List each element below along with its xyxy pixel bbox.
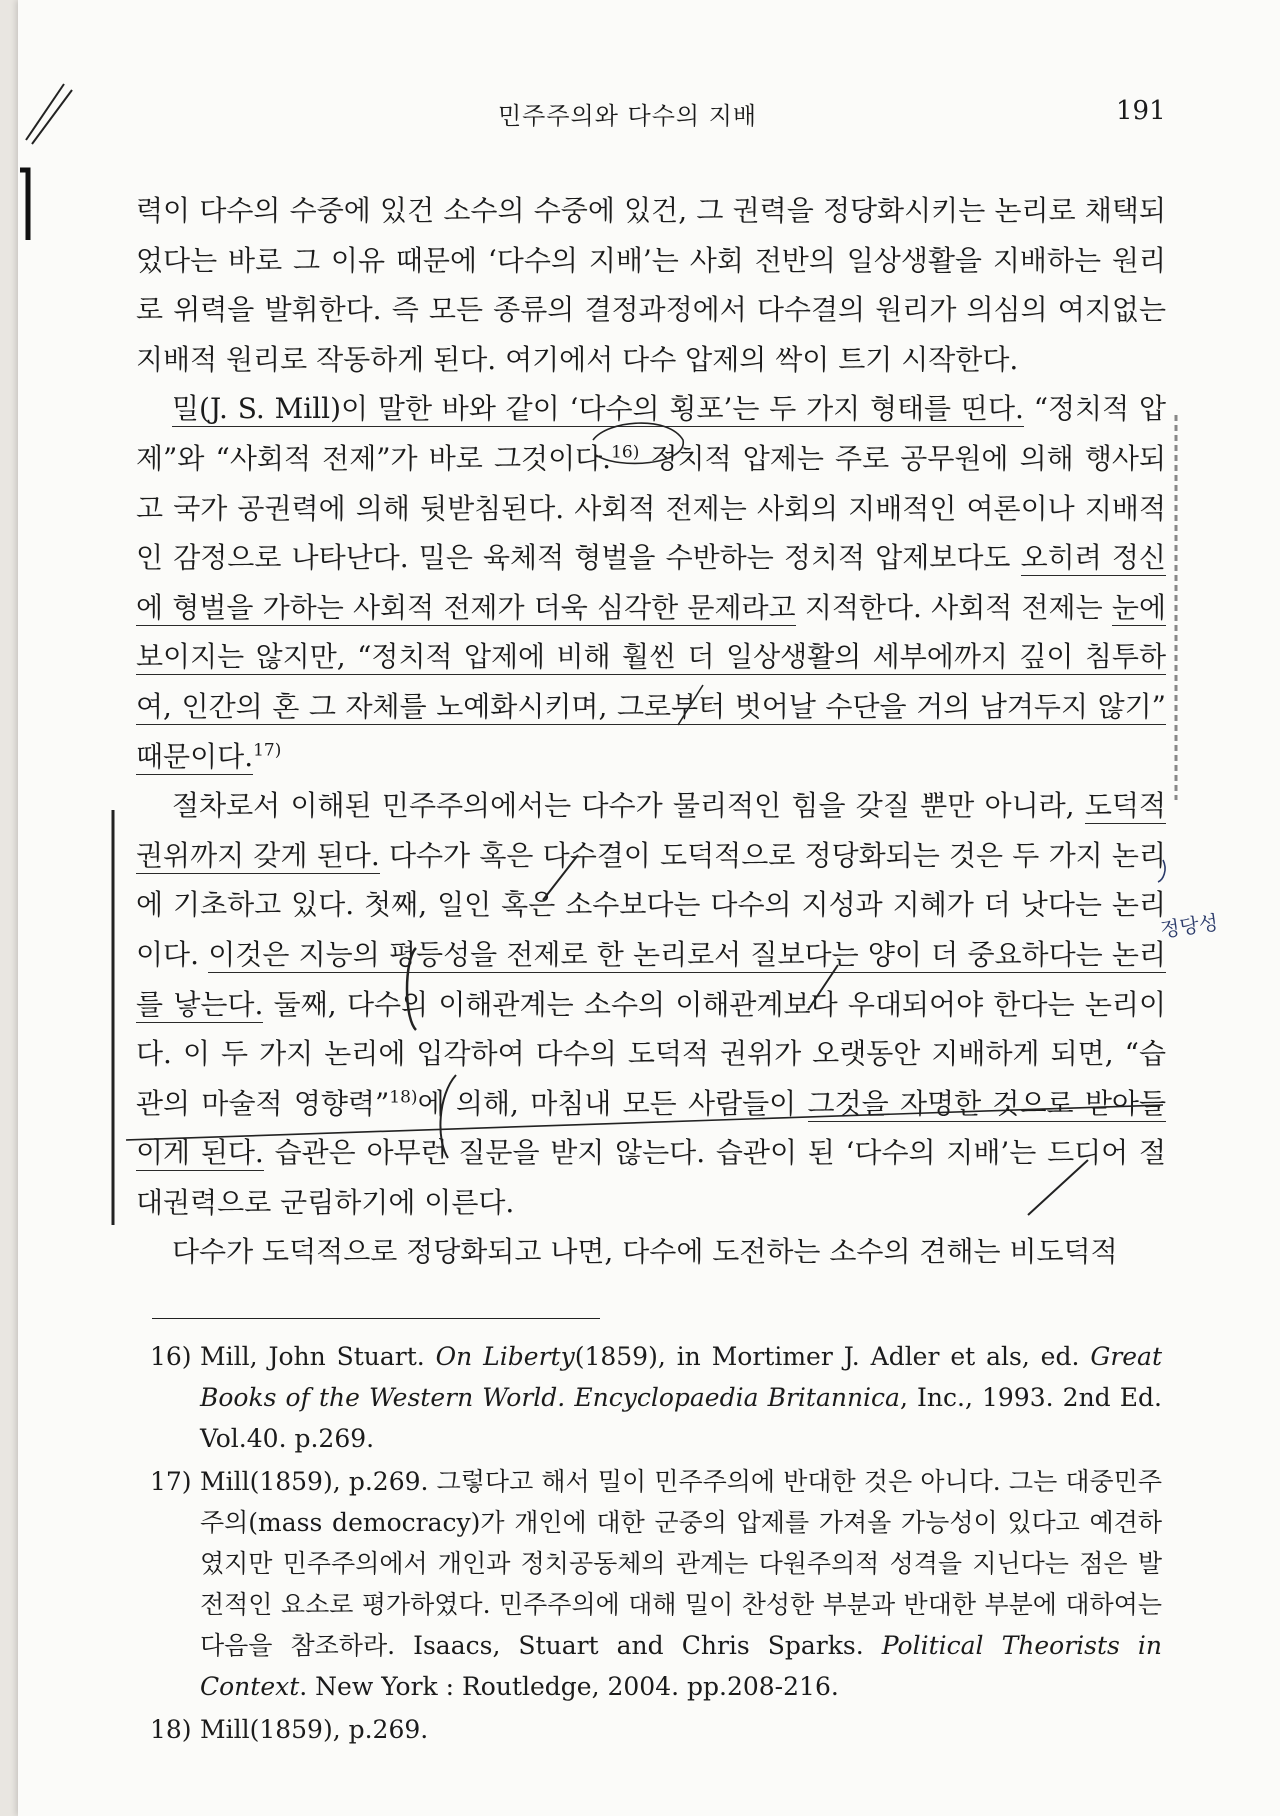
text-span: Mill, John Stuart. — [200, 1342, 436, 1371]
footnote-ref-17: 17) — [253, 740, 282, 761]
italic-title: On Liberty — [435, 1342, 575, 1371]
footnote-number: 17) — [150, 1467, 192, 1496]
footnote-number: 18) — [150, 1715, 192, 1744]
underlined-text: 그것을 자명한 것으로 받아들이게 된다. — [136, 1086, 1166, 1170]
text-span: 습관은 아무런 질문을 받지 않는다. 습관이 된 ‘다수의 지배’는 드디어 절대권력으로 군림하기에 이른다. — [136, 1136, 1167, 1219]
text-span: 절차로서 이해된 민주주의에서는 다수가 물리적인 힘을 갖질 뿐만 아니라, — [172, 789, 1085, 823]
footnote-ref-16: 16) — [611, 442, 640, 463]
text-span: 에 의해, 마침내 모든 사람들이 — [417, 1086, 808, 1120]
body-text — [136, 186, 1166, 1277]
text-span: 다수가 혹은 다수결이 도덕적으로 정당화되는 것은 두 가지 논리에 기초하고 있다. 첫째, 일인 혹은 소수보다는 다수의 지성과 지혜가 더 낫다는 논리이다. — [136, 838, 1166, 971]
paragraph-4: 다수가 도덕적으로 정당화되고 나면, 다수에 도전하는 소수의 견해는 비도덕적 — [172, 1235, 1118, 1269]
handwritten-margin-note: 정당성 — [1158, 910, 1220, 942]
footnote-ref-18: 18) — [389, 1087, 418, 1108]
footnote-17 — [150, 1461, 1162, 1707]
text-span: “정치적 압제”와 “사회적 전제”가 바로 그것이다. — [136, 392, 1166, 475]
text-span: , Inc., 1993. 2nd Ed. Vol.40. p.269. — [200, 1383, 1162, 1453]
page-number: 191 — [1116, 96, 1166, 126]
underlined-text: 밀(J. S. Mill)이 말한 바와 같이 ‘다수의 횡포’는 두 가지 형태를 띤다. — [172, 392, 1024, 426]
running-title: 민주주의와 다수의 지배 — [498, 102, 758, 130]
underlined-text: 도덕적 권위까지 갖게 된다. — [136, 789, 1166, 872]
footnote-18 — [150, 1709, 1162, 1750]
text-span: Mill(1859), p.269. 그렇다고 해서 밀이 민주주의에 반대한 것은 아니다. 그는 대중민주주의(mass democracy)가 개인에 대한 군중의 압제를 가져올 가능성이 있다고 예견하였지만 민주주의에서 개인과 정치공동체의 관계는 다원주의적 성격을 지닌다는 점은 발전적인 요소로 평가하였다. 민주주의에 대해 밀이 찬성한 부분과 반대한 부분에 대하여는 다음을 참조하라. Isaacs, Stuart and Chris Sparks. — [200, 1467, 1162, 1660]
text-span: 정치적 압제는 주로 공무원에 의해 행사되고 국가 공권력에 의해 뒷받침된다. 사회적 전제는 사회의 지배적인 여론이나 지배적인 감정으로 나타난다. 밀은 육체적 형벌을 수반하는 정치적 압제보다도 — [136, 441, 1166, 575]
document-page — [18, 0, 1280, 1816]
text-span: . New York : Routledge, 2004. pp.208-216. — [299, 1672, 839, 1701]
page-header — [18, 96, 1280, 136]
italic-title: Political Theorists in Context — [200, 1631, 1162, 1701]
text-span: Mill(1859), p.269. — [200, 1715, 429, 1744]
footnote-16 — [150, 1336, 1162, 1459]
text-span: (1859), in Mortimer J. Adler et als, ed. — [574, 1342, 1091, 1371]
underlined-text: 오히려 정신에 형벌을 가하는 사회적 전제가 더욱 심각한 문제라고 — [136, 541, 1166, 624]
italic-title: Great Books of the Western World. Encyclopaedia Britannica — [200, 1342, 1163, 1412]
paragraph-1: 력이 다수의 수중에 있건 소수의 수중에 있건, 그 권력을 정당화시키는 논리로 채택되었다는 바로 그 이유 때문에 ‘다수의 지배’는 사회 전반의 일상생활을 지배하는 원리로 위력을 발휘한다. 즉 모든 종류의 결정과정에서 다수결의 원리가 의심의 여지없는 지배적 원리로 작동하게 된다. 여기에서 다수 압제의 싹이 트기 시작한다. — [136, 194, 1166, 376]
footnotes — [150, 1336, 1162, 1752]
footnote-separator — [152, 1318, 600, 1319]
paragraph-3 — [136, 781, 1166, 1227]
text-span: 둘째, 다수의 이해관계는 소수의 이해관계보다 우대되어야 한다는 논리이다. 이 두 가지 논리에 입각하여 다수의 도덕적 권위가 오랫동안 지배하게 되면, “습관의 마술적 영향력” — [136, 987, 1167, 1120]
footnote-number: 16) — [150, 1342, 192, 1371]
text-span: 지적한다. 사회적 전제는 — [795, 590, 1112, 624]
paragraph-2 — [136, 384, 1166, 781]
underlined-text: 눈에 보이지는 않지만, “정치적 압제에 비해 훨씬 더 일상생활의 세부에까지 깊이 침투하여, 인간의 혼 그 자체를 노예화시키며, 그로부터 벗어날 수단을 거의 남겨두지 않기” 때문이다. — [136, 590, 1166, 773]
underlined-text: 이것은 지능의 평등성을 전제로 한 논리로서 질보다는 양이 더 중요하다는 논리를 낳는다. — [136, 937, 1167, 1021]
